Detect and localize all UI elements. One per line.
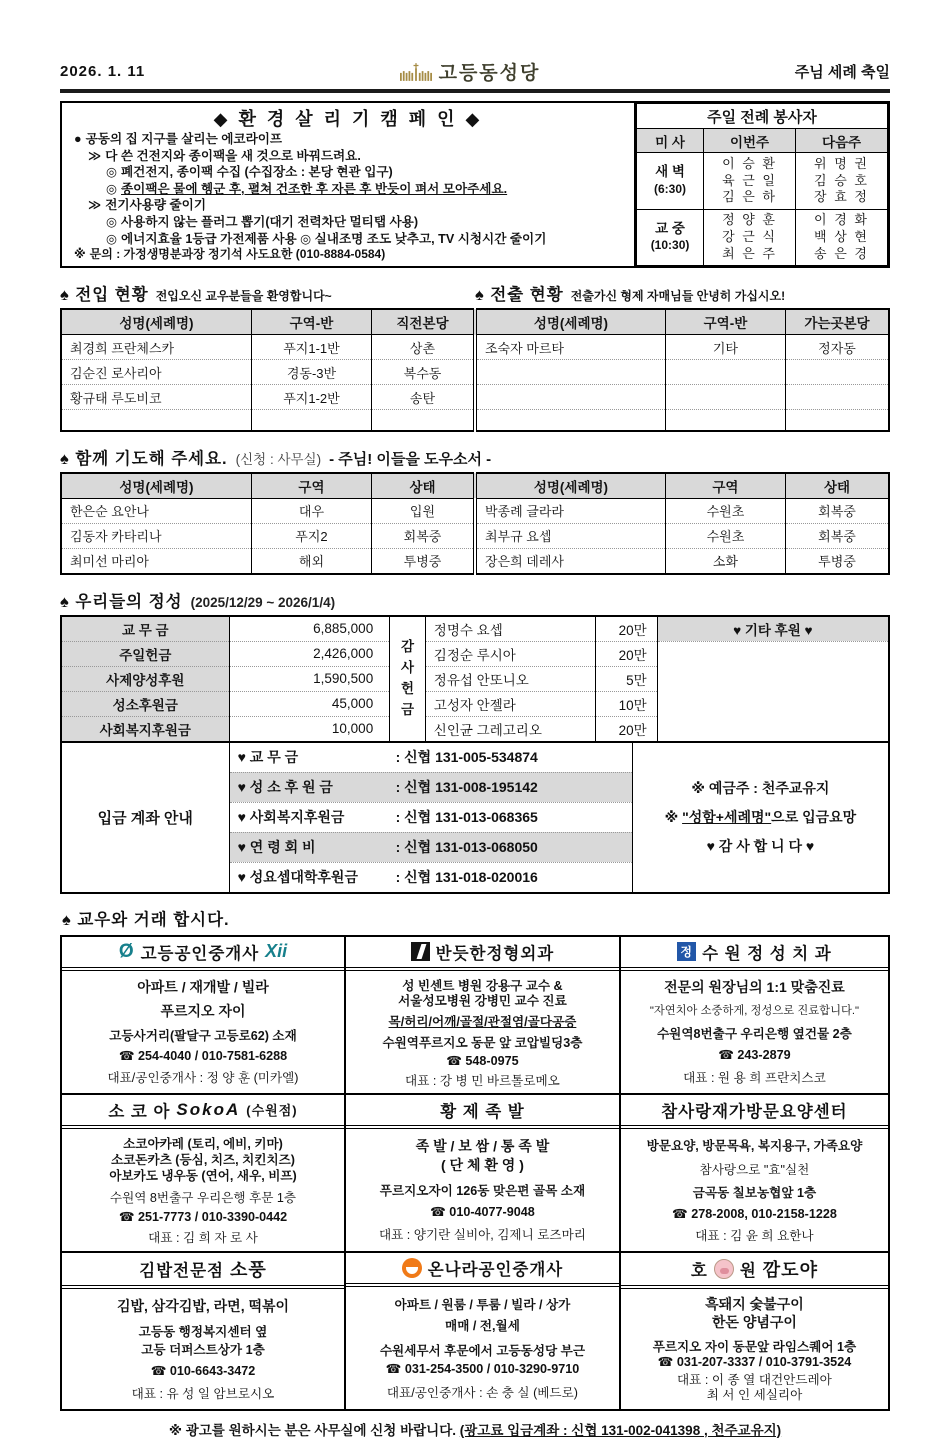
accounts-label: 입금 계좌 안내 bbox=[61, 743, 229, 893]
ad-representative: 대표 : 원 용 희 프란치스코 bbox=[683, 1070, 826, 1085]
campaign-text: 공동의 집 지구를 살리는 에코라이프 bbox=[85, 132, 283, 146]
table-row: 주일헌금 2,426,000 김정순 루시아 20만 bbox=[61, 641, 889, 666]
table-row bbox=[637, 209, 888, 265]
ad-line: 한돈 양념구이 bbox=[711, 1314, 797, 1330]
church-icon bbox=[400, 63, 432, 81]
ad-title-text: 황 제 족 발 bbox=[440, 1102, 525, 1121]
ad-line: 전문의 원장님의 1:1 맞춤진료 bbox=[664, 979, 845, 996]
ad-body bbox=[621, 1129, 888, 1251]
onnara-logo-icon bbox=[402, 1258, 422, 1278]
ads-section-title: ♠ 교우와 거래 합시다. bbox=[62, 910, 230, 929]
feast-name: 주님 세례 축일 bbox=[794, 64, 890, 81]
campaign-line bbox=[70, 231, 626, 248]
ad-representative: 대표/공인중개사 : 손 충 실 (베드로) bbox=[386, 1385, 578, 1400]
ad-line: 고등사거리(팔달구 고등로62) 소재 bbox=[109, 1029, 297, 1044]
bullet-icon: ≫ bbox=[88, 148, 102, 163]
church-name: 고등동성당 bbox=[438, 63, 541, 84]
top-section bbox=[60, 101, 890, 268]
ad-representative: 대표 : 강 병 민 바르톨로메오 bbox=[405, 1073, 560, 1088]
ad-godeung-realty bbox=[62, 937, 346, 1095]
etc-support-body bbox=[657, 641, 889, 742]
campaign-title: ◆ 환 경 살 리 기 캠 페 인 ◆ bbox=[213, 109, 483, 129]
ad-line: 목/허리/어깨/골절/관절염/골다공증 bbox=[388, 1014, 577, 1029]
bullet-icon: ≫ bbox=[88, 198, 102, 213]
prayer-header bbox=[60, 445, 890, 469]
table-row: 김동자 카타리나 푸지2 회복중 최부규 요셉 수원초 회복중 bbox=[61, 523, 889, 548]
campaign-text: 에너지효율 1등급 가전제품 사용 ◎ 실내조명 조도 낮추고, TV 시청시간 줄이기 bbox=[121, 231, 547, 246]
table-row: 한은순 요안나 대우 입원 박종례 글라라 수원초 회복중 bbox=[61, 498, 889, 523]
campaign-line bbox=[70, 197, 626, 214]
ad-line: 성 빈센트 병원 강용구 교수 & bbox=[402, 978, 563, 993]
ad-title-text: 반듯한정형외과 bbox=[435, 944, 555, 963]
ad-phone: ☎ 278-2008, 010-2158-1228 bbox=[672, 1206, 837, 1221]
ad-title-text: 소 코 아 bbox=[108, 1102, 171, 1121]
jung-logo-icon: 정 bbox=[677, 942, 696, 961]
offerings-section bbox=[60, 588, 890, 894]
campaign-box bbox=[62, 103, 636, 266]
ad-body bbox=[621, 1289, 888, 1409]
ad-representative: 대표 : 유 성 일 암브로시오 bbox=[131, 1386, 275, 1401]
transfer-headers bbox=[60, 281, 890, 305]
volunteers-title: 주일 전례 봉사자 bbox=[637, 104, 888, 129]
ad-title bbox=[621, 1095, 888, 1129]
ad-line: 푸르지오 자이 동문앞 라임스퀘어 1층 bbox=[652, 1339, 857, 1354]
account-row: ♥ 연 령 회 비 : 신협 131-013-068050 bbox=[229, 832, 632, 862]
campaign-text: 종이팩은 물에 헹군 후, 펼쳐 건조한 후 자른 후 반듯이 펴서 모아주세요. bbox=[121, 181, 508, 196]
ad-title-text: 호 bbox=[690, 1261, 708, 1280]
ad-title bbox=[62, 937, 344, 971]
campaign-line bbox=[70, 148, 626, 165]
ad-line: 푸르지오 자이 bbox=[160, 1002, 246, 1019]
campaign-line bbox=[70, 131, 626, 148]
ad-line: 고등 더퍼스트상가 1층 bbox=[141, 1342, 265, 1357]
ad-line: 고등동 행정복지센터 옆 bbox=[138, 1324, 268, 1339]
transfer-out-header bbox=[475, 281, 890, 305]
table-row: 최미선 마리아 해외 투병중 장은희 데레사 소화 투병중 bbox=[61, 548, 889, 574]
col-header: 성명(세례명) bbox=[61, 473, 251, 499]
ad-body bbox=[62, 1289, 344, 1409]
account-row: ♥ 교 무 금 : 신협 131-005-534874 bbox=[229, 743, 632, 773]
ad-phone: ☎ 251-7773 / 010-3390-0442 bbox=[118, 1209, 288, 1224]
ad-line: 아파트 / 원룸 / 투룸 / 빌라 / 상가 bbox=[394, 1298, 571, 1313]
ad-title bbox=[621, 937, 888, 971]
campaign-text: 전기사용량 줄이기 bbox=[105, 198, 207, 213]
ad-title bbox=[346, 1095, 619, 1129]
ad-phone: ☎ 031-254-3500 / 010-3290-9710 bbox=[385, 1361, 580, 1376]
col-header-this-week: 이번주 bbox=[704, 129, 796, 153]
col-header: 직전본당 bbox=[371, 309, 475, 335]
col-header: 구역-반 bbox=[251, 309, 371, 335]
table-row: 사회복지후원금 10,000 신인균 그레고리오 20만 bbox=[61, 716, 889, 742]
account-holder-note: ※ 예금주 : 천주교유지 bbox=[691, 780, 830, 797]
offerings-table bbox=[60, 615, 890, 743]
prayer-section bbox=[60, 445, 890, 575]
campaign-text: 사용하지 않는 플러그 뽑기(대기 전력차단 멀티탭 사용) bbox=[121, 215, 419, 230]
table-row bbox=[61, 410, 889, 431]
campaign-text: 문의 : 가정생명분과장 정기석 사도요한 (010-8884-0584) bbox=[89, 247, 386, 262]
ad-line: 김밥, 삼각김밥, 라면, 떡볶이 bbox=[116, 1297, 290, 1314]
ad-line: 족 발 / 보 쌈 / 통 족 발 bbox=[415, 1137, 550, 1154]
volunteers-table bbox=[636, 103, 888, 266]
transfer-section bbox=[60, 281, 890, 432]
account-row: ♥ 성 소 후 원 금 : 신협 131-008-195142 bbox=[229, 772, 632, 802]
kkamdoya-brand-logo: 깜도야 bbox=[762, 1259, 818, 1280]
thanks-note: ♥ 감 사 합 니 다 ♥ bbox=[706, 838, 815, 855]
ad-body bbox=[621, 971, 888, 1093]
ad-line: 수원역푸르지오 동문 앞 코압빌딩3층 bbox=[382, 1035, 583, 1050]
ad-chamsarang-care-center bbox=[621, 1095, 890, 1253]
bullet-icon: ◎ bbox=[106, 215, 117, 230]
campaign-line bbox=[70, 214, 626, 231]
ad-title-text: 온나라공인중개사 bbox=[427, 1260, 564, 1279]
bullet-icon: ◎ bbox=[106, 231, 117, 246]
bullet-icon: ◎ bbox=[106, 181, 117, 196]
table-row: 성소후원금 45,000 고성자 안젤라 10만 bbox=[61, 691, 889, 716]
ad-body bbox=[346, 1129, 619, 1251]
ad-line: 금곡동 칠보농협앞 1층 bbox=[692, 1186, 817, 1201]
ad-phone: ☎ 243-2879 bbox=[718, 1047, 791, 1062]
accounts-notes bbox=[632, 743, 889, 893]
campaign-contact bbox=[70, 247, 626, 263]
table-row: 황규태 루도비코 푸지1-2반 송탄 bbox=[61, 385, 889, 410]
ads-grid bbox=[60, 935, 890, 1411]
transfer-table bbox=[60, 308, 890, 432]
volunteer-names: 이 승 환 육 근 일 김 은 하 bbox=[704, 153, 796, 209]
transfer-out-subtitle: 전출가신 형제 자매님들 안녕히 가십시오! bbox=[570, 289, 786, 304]
ad-title-text: 참사랑재가방문요양센터 bbox=[661, 1102, 848, 1121]
ad-hwangje-jokbal bbox=[346, 1095, 621, 1253]
mass-name: 교 중 (10:30) bbox=[637, 209, 704, 265]
col-header: 가는곳본당 bbox=[785, 309, 889, 335]
ad-title bbox=[346, 937, 619, 971]
ad-line: 수원역8번출구 우리은행 옆건물 2층 bbox=[657, 1027, 852, 1042]
ad-representative: 최 서 인 세실리아 bbox=[706, 1387, 803, 1402]
prayer-title: ♠ 함께 기도해 주세요. bbox=[60, 449, 228, 468]
ad-suwon-jungsung-dental bbox=[621, 937, 890, 1095]
ad-representative: 대표 : 김 윤 희 요한나 bbox=[695, 1229, 814, 1244]
campaign-text: 폐건전지, 종이팩 수집 (수집장소 : 본당 현관 입구) bbox=[121, 165, 393, 180]
ad-line: "자연치아 소중하게, 정성으로 진료합니다." bbox=[649, 1005, 860, 1018]
ad-body bbox=[346, 1287, 619, 1409]
deposit-name-note: ※ "성함+세례명"으로 입금요망 bbox=[664, 809, 857, 826]
transfer-in-subtitle: 전입오신 교우분들을 환영합니다~ bbox=[155, 289, 332, 304]
offerings-header bbox=[60, 588, 890, 612]
ad-representative: 대표/공인중개사 : 정 양 훈 (미카엘) bbox=[107, 1071, 299, 1086]
fish-icon: Ø bbox=[118, 940, 135, 962]
ad-line: 수원역 8번출구 우리은행 후문 1층 bbox=[109, 1190, 297, 1205]
col-header: 상태 bbox=[371, 473, 475, 499]
col-header: 성명(세례명) bbox=[475, 473, 665, 499]
volunteer-names: 이 경 화 백 상 현 송 은 경 bbox=[796, 209, 888, 265]
thanks-offering-label: 감 사 헌 금 bbox=[390, 616, 426, 742]
transfer-in-header bbox=[60, 281, 475, 305]
volunteer-names: 위 명 권 김 승 호 장 효 정 bbox=[796, 153, 888, 209]
col-header: 상태 bbox=[785, 473, 889, 499]
ad-line: 수원세무서 후문에서 고등동성당 부근 bbox=[379, 1344, 586, 1359]
account-row: ♥ 성요셉대학후원금 : 신협 131-018-020016 bbox=[229, 862, 632, 893]
transfer-out-title: ♠ 전출 현황 bbox=[475, 286, 564, 305]
campaign-text: 다 쓴 건전지와 종이팩을 새 것으로 바꿔드려요. bbox=[105, 148, 361, 163]
ad-body bbox=[62, 971, 344, 1093]
clinic-logo-icon bbox=[411, 942, 430, 961]
header-rule bbox=[60, 89, 890, 93]
col-header: 구역 bbox=[251, 473, 371, 499]
ad-howon-kkamdoya bbox=[621, 1253, 890, 1411]
ad-sokoa-restaurant bbox=[62, 1095, 346, 1253]
offerings-title: ♠ 우리들의 정성 bbox=[60, 592, 183, 611]
ad-phone: ☎ 548-0975 bbox=[446, 1053, 519, 1068]
footer-notice bbox=[60, 1419, 890, 1439]
ad-sopung-gimbap bbox=[62, 1253, 346, 1411]
ad-onnara-realty bbox=[346, 1253, 621, 1411]
bullet-icon: ● bbox=[74, 132, 82, 146]
ad-phone: ☎ 254-4040 / 010-7581-6288 bbox=[118, 1049, 288, 1064]
ad-line: 흑돼지 숯불구이 bbox=[705, 1296, 804, 1313]
ad-line: 아보카도 냉우동 (연어, 새우, 비프) bbox=[109, 1169, 297, 1184]
campaign-line bbox=[70, 181, 626, 198]
bullet-icon: ◎ bbox=[106, 165, 117, 180]
branch-note: (수원점) bbox=[246, 1103, 298, 1119]
ad-title bbox=[62, 1253, 344, 1289]
church-title bbox=[400, 58, 541, 85]
mass-name: 새 벽 (6:30) bbox=[637, 153, 704, 209]
col-header: 구역 bbox=[665, 473, 785, 499]
account-row: ♥ 사회복지후원금 : 신협 131-013-068365 bbox=[229, 802, 632, 832]
ad-line: 서울성모병원 강병민 교수 진료 bbox=[398, 993, 567, 1008]
footer-account: (광고료 입금계좌 : 신협 131-002-041398 , 천주교유지) bbox=[459, 1422, 782, 1438]
col-header-next-week: 다음주 bbox=[796, 129, 888, 153]
issue-date: 2026. 1. 11 bbox=[60, 63, 146, 80]
col-header: 성명(세례명) bbox=[475, 309, 665, 335]
transfer-in-title: ♠ 전입 현황 bbox=[60, 286, 149, 305]
prayer-suffix: - 주님! 이들을 도우소서 - bbox=[329, 450, 492, 468]
ad-title-text: 수 원 정 성 치 과 bbox=[702, 944, 832, 963]
footer-text: ※ 광고를 원하시는 분은 사무실에 신청 바랍니다. bbox=[168, 1422, 460, 1438]
ad-body bbox=[62, 1129, 344, 1251]
masthead bbox=[60, 58, 890, 85]
table-row bbox=[637, 153, 888, 209]
offerings-period: (2025/12/29 ~ 2026/1/4) bbox=[190, 594, 336, 610]
ad-representative: 대표 : 양기란 실비아, 김제니 로즈마리 bbox=[378, 1228, 586, 1243]
accounts-table bbox=[60, 743, 890, 894]
ad-line: 소코아카레 (토리, 에비, 키마) bbox=[123, 1137, 283, 1152]
prayer-table bbox=[60, 472, 890, 575]
bullet-icon: ※ bbox=[74, 247, 86, 262]
table-row: 사제양성후원 1,590,500 정유섭 안또니오 5만 bbox=[61, 666, 889, 691]
ad-title bbox=[62, 1095, 344, 1129]
xi-logo: Xii bbox=[265, 941, 288, 962]
ad-representative: 대표 : 이 종 열 대건안드레아 bbox=[677, 1373, 832, 1388]
ad-line: 매매 / 전,월세 bbox=[445, 1319, 520, 1334]
col-header-mass: 미 사 bbox=[637, 129, 704, 153]
ad-line: 소코돈카츠 (등심, 치즈, 치킨치즈) bbox=[110, 1153, 296, 1168]
ad-line: 푸르지오자이 126동 맞은편 골목 소재 bbox=[379, 1184, 586, 1199]
campaign-line bbox=[70, 164, 626, 181]
etc-support-header: ♥ 기타 후원 ♥ bbox=[657, 616, 889, 642]
ad-bandeut-orthopedics bbox=[346, 937, 621, 1095]
volunteers-box bbox=[636, 103, 888, 266]
ad-title-text: 김밥전문점 bbox=[139, 1261, 224, 1280]
pig-icon bbox=[714, 1259, 734, 1279]
table-row: 교 무 금 6,885,000 감 사 헌 금 정명수 요셉 20만 ♥ 기타 후원 ♥ bbox=[61, 616, 889, 642]
sopung-brand-logo: 소풍 bbox=[229, 1259, 267, 1280]
ad-line: 방문요양, 방문목욕, 복지용구, 가족요양 bbox=[646, 1139, 863, 1154]
col-header: 구역-반 bbox=[665, 309, 785, 335]
ad-line: 아파트 / 재개발 / 빌라 bbox=[137, 978, 269, 995]
table-row bbox=[61, 743, 889, 773]
ad-title-text: 고등공인중개사 bbox=[140, 944, 260, 963]
sokoa-logo-text: SokoA bbox=[176, 1099, 241, 1119]
table-row: 김순진 로사리아 경동-3반 복수동 bbox=[61, 360, 889, 385]
col-header: 성명(세례명) bbox=[61, 309, 251, 335]
table-row: 최경희 프란체스카 푸지1-1반 상촌 조숙자 마르타 기타 정자동 bbox=[61, 335, 889, 360]
ad-line: 참사랑으로 "효"실천 bbox=[699, 1162, 810, 1177]
ad-title bbox=[346, 1253, 619, 1287]
ad-phone: ☎ 010-6643-3472 bbox=[150, 1363, 256, 1378]
prayer-note: (신청 : 사무실) bbox=[235, 451, 322, 467]
ad-title bbox=[621, 1253, 888, 1289]
ad-phone: ☎ 010-4077-9048 bbox=[430, 1205, 535, 1220]
ad-body bbox=[346, 971, 619, 1093]
volunteer-names: 정 양 훈 강 근 식 최 은 주 bbox=[704, 209, 796, 265]
ad-representative: 대표 : 김 희 자 로 사 bbox=[148, 1230, 258, 1245]
ad-line: ( 단 체 환 영 ) bbox=[441, 1156, 524, 1173]
ad-title-text: 원 bbox=[739, 1261, 757, 1280]
ad-phone: ☎ 031-207-3337 / 010-3791-3524 bbox=[657, 1355, 852, 1370]
